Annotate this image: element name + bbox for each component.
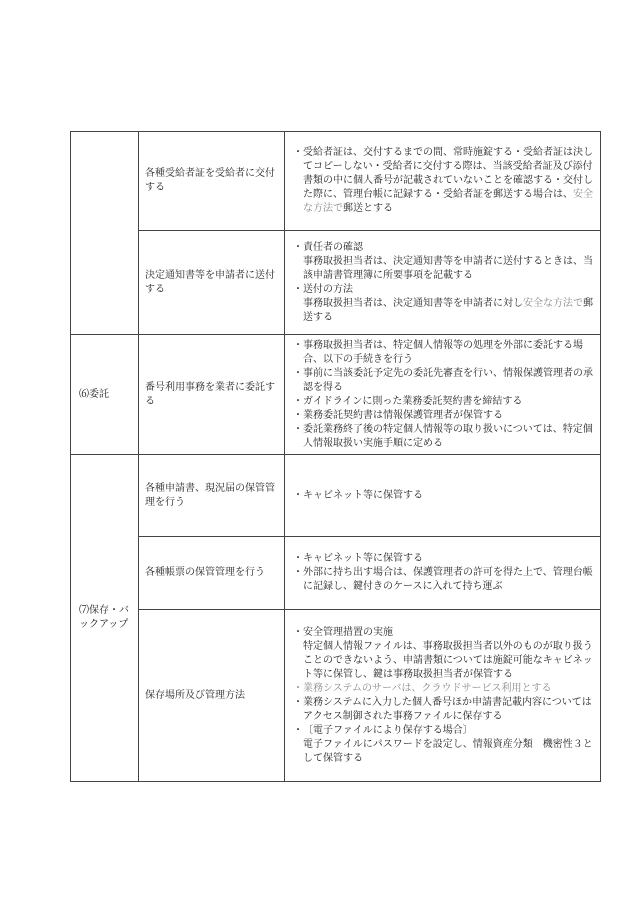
table-row (71, 231, 601, 335)
list-item: ・ 送付の方法 (293, 283, 353, 295)
list-item: ・ 委託業務終了後の特定個人情報等の取り扱いについては、特定個人情報取扱い実施手順に定める (293, 423, 593, 449)
task-cell: 保存場所及び管理方法 (139, 610, 285, 782)
task-cell: 各種帳票の保管管理を行う (139, 537, 285, 610)
list-item: ・ キャビネット等に保管する (293, 553, 423, 564)
detail-cell (285, 231, 601, 335)
table-row (71, 132, 601, 231)
category-cell: ⑺保存・バックアップ (71, 455, 139, 782)
list-item-body: 特定個人情報ファイルは、事務取扱担当者以外のものが取り扱うことのできないよう、申請書類については施錠可能なキャビネット等に保管し、鍵は事務取扱担当者が保管する (303, 640, 593, 680)
list-item: ・ 外部に持ち出す場合は、保護管理者の許可を得た上で、管理台帳に記録し、鍵付きのケースに入れて持ち運ぶ (293, 567, 593, 592)
task-cell: 決定通知書等を申請者に送付する (139, 231, 285, 335)
list-item: ・ キャビネット等に保管する (293, 489, 423, 501)
table-row (71, 335, 601, 455)
list-item: ・ 業務システムに入力した個人番号ほか申請書記載内容についてはアクセス制御された事務ファイルに保存する (293, 696, 592, 722)
task-cell: 番号利用事務を業者に委託する (139, 335, 285, 455)
detail-cell (285, 455, 601, 537)
list-item: ・ 受給者証は、交付するまでの間、常時施錠する・受給者証は決してコピーしない・受給者に交付する際は、当該受給者証及び添付書類の中に個人番号が記載されていないことを確認する・交付した際に、管理台帳に記録する・受給者証を郵送する場合は、安全な方法で郵送とする (293, 147, 593, 214)
list-item: ・ 〔電子ファイルにより保存する場合〕 (293, 724, 473, 736)
table-row (71, 455, 601, 537)
procedure-table (70, 131, 601, 782)
list-item: ・ 業務委託契約書は情報保護管理者が保管する (293, 409, 503, 421)
task-cell: 各種受給者証を受給者に交付する (139, 132, 285, 231)
list-item: ・ 責任者の確認 (293, 241, 363, 253)
detail-cell (285, 132, 601, 231)
list-item: ・ 業務システムのサーバは、クラウドサービス利用とする (293, 682, 552, 694)
list-item: ・ ガイドラインに則った業務委託契約書を締結する (293, 395, 523, 407)
table-row (71, 537, 601, 610)
list-item-body: 事務取扱担当者は、決定通知書等を申請者に送付するときは、当該申請書管理簿に所要事項を記載する (303, 255, 593, 281)
detail-cell (285, 335, 601, 455)
detail-cell (285, 610, 601, 782)
list-item-body: 電子ファイルにパスワードを設定し、情報資産分類 機密性３として保管する (303, 738, 593, 764)
list-item: ・ 事前に当該委託予定先の委託先審査を行い、情報保護管理者の承認を得る (293, 367, 593, 393)
list-item: ・ 事務取扱担当者は、特定個人情報等の処理を外部に委託する場合、以下の手続きを行う (293, 339, 583, 365)
detail-cell (285, 537, 601, 610)
list-item: ・ 安全管理措置の実施 (293, 626, 393, 638)
list-item-body: 事務取扱担当者は、決定通知書等を申請者に対し安全な方法で郵送する (303, 297, 593, 323)
category-cell: ⑹委託 (71, 335, 139, 455)
task-cell: 各種申請書、現況届の保管管理を行う (139, 455, 285, 537)
category-cell-empty (71, 132, 139, 335)
table-row (71, 610, 601, 782)
